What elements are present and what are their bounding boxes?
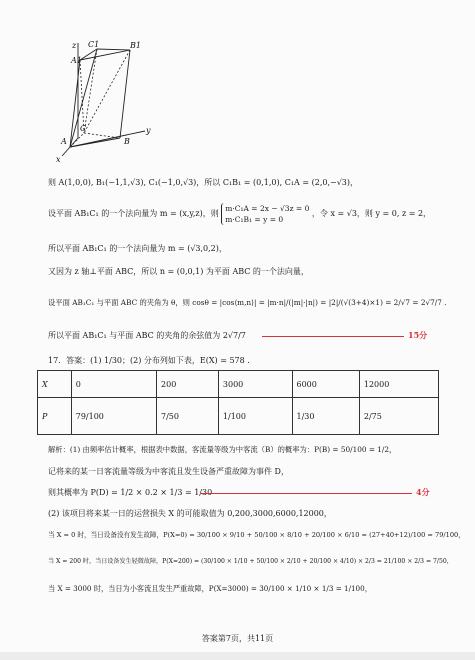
page-footer: 答案第7页，共11页: [201, 634, 274, 643]
line-3: 所以平面 AB₁C₁ 的一个法向量为 m = (√3,0,2)，: [48, 244, 227, 253]
line-9: 记将来的某一日客流量等级为中客流且发生设备严重故障为事件 D，: [48, 467, 289, 476]
line-1: 则 A(1,0,0), B₁(−1,1,√3), C₁(−1,0,√3)，所以 C₁B₁ = (0,1,0), C₁A = (2,0,−√3)，: [48, 178, 359, 187]
line-2: [48, 203, 431, 225]
label-c1: C1: [88, 40, 100, 49]
table-cell: 1/100: [218, 398, 292, 435]
label-a1: A1: [71, 56, 82, 65]
score-4: 4分: [416, 487, 430, 497]
line-5: 设平面 AB₁C₁ 与平面 ABC 的夹角为 θ，则 cosθ = |cos⟨m,n⟩| = |m·n|/(|m|·|n|) = |2|/(√(3+4)×1) = 2/√7 = 2√7/7 .: [48, 298, 447, 307]
table-cell: 12000: [359, 371, 438, 398]
line-13: 当 X = 200 时，当日设备发生轻微故障，P(X=200) = (30/100 × 1/10 + 50/100 × 2/10 + 20/100 × 4/10) × 2/3 = 21/100 × 2/3 = 7/50，: [48, 558, 453, 565]
label-a: A: [61, 137, 67, 146]
line-6: 所以平面 AB₁C₁ 与平面 ABC 的夹角的余弦值为 2√7/7: [48, 331, 246, 340]
system-eq-1: m·C₁A = 2x − √3z = 0: [225, 204, 310, 213]
line-14: 当 X = 3000 时，当日为小客流且发生严重故障，P(X=3000) = 30/100 × 1/10 × 1/3 = 1/100，: [48, 584, 372, 593]
label-b1: B1: [130, 41, 141, 50]
line-10: 则其概率为 P(D) = 1/2 × 0.2 × 1/3 = 1/30: [48, 488, 213, 497]
table-cell: 7/50: [157, 398, 219, 435]
bottom-bar: [0, 652, 475, 660]
system-eq-2: m·C₁B₁ = y = 0: [225, 215, 284, 224]
label-c: C: [80, 124, 87, 133]
score-15: 15分: [408, 330, 428, 340]
prism-figure: [50, 38, 160, 168]
table-cell: 3000: [218, 371, 292, 398]
table-row-x: [38, 371, 439, 398]
table-cell: 200: [157, 371, 219, 398]
line-8: 解析：(1) 由频率估计概率，根据表中数据，客流量等级为中客流（B）的概率为：P(B) = 50/100 = 1/2，: [48, 445, 397, 454]
label-x: x: [56, 155, 61, 164]
line-7: 17．答案：(1) 1/30；(2) 分布列如下表，E(X) = 578 .: [48, 356, 250, 365]
label-b: B: [124, 137, 130, 146]
line-4: 又因为 z 轴⊥平面 ABC，所以 n = (0,0,1) 为平面 ABC 的一个法向量，: [48, 267, 309, 276]
label-y: y: [146, 126, 151, 135]
line-12: 当 X = 0 时，当日设备没有发生故障，P(X=0) = 30/100 × 9/10 + 50/100 × 8/10 + 20/100 × 6/10 = (27+40+12)/100 = 79/100，: [48, 531, 465, 539]
score-line-2: [200, 493, 412, 494]
table-row-p: [38, 398, 439, 435]
table-cell: 6000: [292, 371, 359, 398]
table-cell: X: [38, 371, 72, 398]
table-cell: 0: [71, 371, 156, 398]
table-cell: 79/100: [71, 398, 156, 435]
score-line-1: [262, 336, 404, 337]
equation-system: [221, 203, 309, 225]
table-cell: P: [38, 398, 72, 435]
line-2b: ，令 x = √3，则 y = 0, z = 2，: [311, 209, 432, 218]
table-cell: 1/30: [292, 398, 359, 435]
table-cell: 2/75: [359, 398, 438, 435]
line-2a: 设平面 AB₁C₁ 的一个法向量为 m = (x,y,z)，则: [48, 209, 219, 218]
line-11: (2) 该项目将来某一日的运营损失 X 的可能取值为 0,200,3000,6000,12000，: [48, 509, 332, 518]
distribution-table: [37, 370, 439, 435]
label-z: z: [72, 41, 77, 50]
